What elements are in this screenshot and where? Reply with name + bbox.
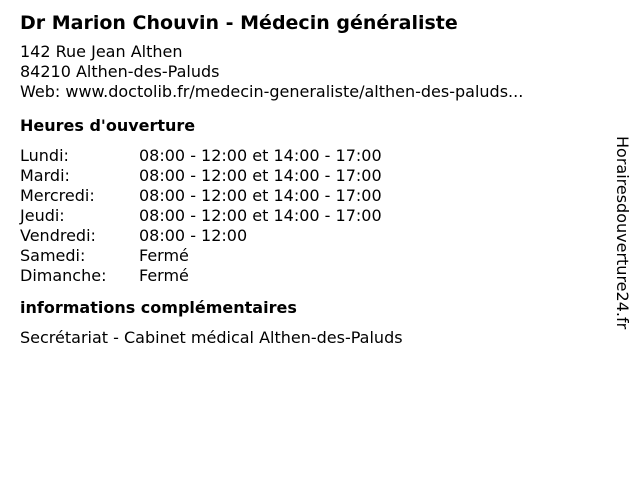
hours-row-monday <box>20 146 600 166</box>
hours-row-saturday <box>20 246 600 266</box>
day-label: Dimanche: <box>20 266 107 285</box>
time-value: 08:00 - 12:00 et 14:00 - 17:00 <box>139 206 382 225</box>
city-address: 84210 Althen-des-Paluds <box>20 62 220 81</box>
time-value: 08:00 - 12:00 et 14:00 - 17:00 <box>139 166 382 185</box>
extra-info-heading: informations complémentaires <box>20 298 297 317</box>
extra-info-text: Secrétariat - Cabinet médical Althen-des-Paluds <box>20 328 403 347</box>
time-value: 08:00 - 12:00 et 14:00 - 17:00 <box>139 186 382 205</box>
hours-row-wednesday <box>20 186 600 206</box>
listing-card <box>20 10 600 348</box>
page-title: Dr Marion Chouvin - Médecin généraliste <box>20 12 458 34</box>
day-label: Vendredi: <box>20 226 96 245</box>
day-label: Samedi: <box>20 246 86 265</box>
website-line: Web: www.doctolib.fr/medecin-generaliste/althen-des-paluds... <box>20 82 524 101</box>
hours-row-tuesday <box>20 166 600 186</box>
time-value: 08:00 - 12:00 <box>139 226 248 245</box>
street-address: 142 Rue Jean Althen <box>20 42 183 61</box>
hours-row-friday <box>20 226 600 246</box>
day-label: Mardi: <box>20 166 70 185</box>
hours-table <box>20 146 600 286</box>
day-label: Mercredi: <box>20 186 95 205</box>
day-label: Jeudi: <box>20 206 65 225</box>
time-value: 08:00 - 12:00 et 14:00 - 17:00 <box>139 146 382 165</box>
site-watermark: Horairesdouverture24.fr <box>613 136 632 330</box>
time-value: Fermé <box>139 246 189 265</box>
time-value: Fermé <box>139 266 189 285</box>
hours-row-thursday <box>20 206 600 226</box>
address-block <box>20 42 600 102</box>
day-label: Lundi: <box>20 146 69 165</box>
hours-row-sunday <box>20 266 600 286</box>
hours-heading: Heures d'ouverture <box>20 116 196 135</box>
